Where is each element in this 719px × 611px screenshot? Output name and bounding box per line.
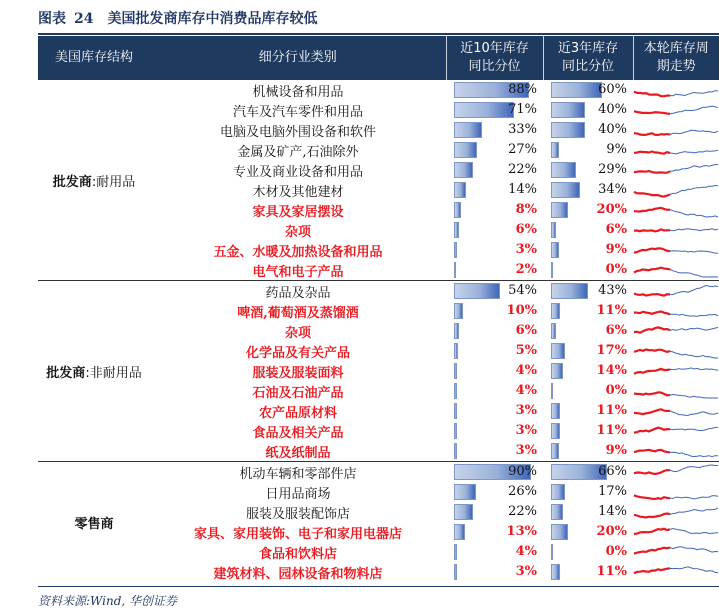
pct10-value: 3% <box>515 564 537 579</box>
pct10-cell <box>446 281 543 302</box>
pct3-cell <box>543 542 633 562</box>
structure-bold: 批发商 <box>46 365 86 381</box>
pct3-value: 6% <box>605 323 627 338</box>
trend-highlight <box>634 312 670 315</box>
trend-sparkline <box>633 562 719 582</box>
industry-name: 机械设备和用品 <box>252 84 344 100</box>
trend-highlight <box>634 409 670 414</box>
pct10-cell <box>446 522 543 542</box>
pct10-cell <box>446 361 543 381</box>
trend-sparkline <box>633 381 719 401</box>
pct10-bar <box>454 242 457 258</box>
pct3-value: 40% <box>598 102 627 117</box>
pct10-value: 90% <box>508 464 537 479</box>
pct3-value: 17% <box>596 343 627 358</box>
pct10-cell <box>446 260 543 281</box>
pct10-cell <box>446 80 543 100</box>
pct3-cell <box>543 301 633 321</box>
structure-rest: :耐用品 <box>91 174 136 190</box>
trend-highlight <box>634 495 670 499</box>
pct10-bar <box>454 524 465 540</box>
trend-highlight <box>634 568 670 573</box>
trend-highlight <box>634 327 670 332</box>
pct3-value: 11% <box>596 564 627 579</box>
pct10-value: 22% <box>508 504 537 519</box>
trend-sparkline <box>633 482 719 502</box>
industry-name: 食品及相关产品 <box>252 425 344 441</box>
pct3-bar <box>551 403 560 419</box>
pct3-cell <box>543 260 633 281</box>
industry-name: 食品和饮料店 <box>258 546 337 562</box>
trend-highlight <box>634 133 670 135</box>
pct3-bar <box>551 564 560 580</box>
pct3-cell <box>543 240 633 260</box>
pct10-bar <box>454 202 461 218</box>
pct10-cell <box>446 100 543 120</box>
pct10-value: 3% <box>515 242 537 257</box>
pct3-value: 17% <box>598 484 627 499</box>
trend-highlight <box>634 111 670 114</box>
trend-highlight <box>634 350 670 352</box>
pct10-value: 27% <box>508 142 537 157</box>
pct3-cell <box>543 80 633 100</box>
pct10-cell <box>446 240 543 260</box>
trend-sparkline <box>633 341 719 361</box>
trend-highlight <box>634 268 670 273</box>
pct3-bar <box>551 283 588 299</box>
trend-sparkline <box>633 120 719 140</box>
pct3-value: 14% <box>596 363 627 378</box>
pct10-value: 6% <box>515 222 537 237</box>
pct10-cell <box>446 482 543 502</box>
pct3-cell <box>543 200 633 220</box>
trend-highlight <box>634 428 670 433</box>
trend-sparkline <box>633 421 719 441</box>
pct10-cell <box>446 502 543 522</box>
pct3-cell <box>543 401 633 421</box>
trend-sparkline <box>633 321 719 341</box>
structure-cell <box>38 80 150 281</box>
header-pct3-line1: 近3年库存 <box>557 41 619 56</box>
pct10-cell <box>446 120 543 140</box>
pct3-value: 0% <box>605 262 627 277</box>
pct10-cell <box>446 321 543 341</box>
pct3-bar <box>551 544 553 560</box>
pct10-value: 5% <box>515 343 537 358</box>
pct10-value: 10% <box>506 303 537 318</box>
figure-title-text: 美国批发商库存中消费品库存较低 <box>107 11 318 27</box>
pct3-bar <box>551 484 565 500</box>
trend-sparkline <box>633 180 719 200</box>
pct3-cell <box>543 220 633 240</box>
industry-name: 日用品商场 <box>265 486 331 502</box>
pct10-value: 33% <box>508 122 537 137</box>
pct10-cell <box>446 160 543 180</box>
trend-sparkline <box>633 361 719 381</box>
pct3-value: 20% <box>596 524 627 539</box>
pct3-value: 43% <box>598 283 627 298</box>
trend-sparkline <box>633 160 719 180</box>
trend-sparkline <box>633 200 719 220</box>
trend-sparkline <box>633 462 719 483</box>
pct10-value: 2% <box>515 262 537 277</box>
pct3-cell <box>543 321 633 341</box>
pct3-value: 60% <box>598 82 627 97</box>
trend-sparkline <box>633 260 719 281</box>
industry-name: 石油及石油产品 <box>252 385 344 401</box>
pct3-bar <box>551 423 560 439</box>
industry-name: 木材及其他建材 <box>252 184 344 200</box>
pct3-cell <box>543 421 633 441</box>
pct3-bar <box>551 102 585 118</box>
pct10-value: 13% <box>506 524 537 539</box>
trend-highlight <box>634 192 670 197</box>
table-row <box>38 462 719 483</box>
pct10-cell <box>446 381 543 401</box>
pct10-bar <box>454 564 457 580</box>
trend-sparkline <box>633 220 719 240</box>
trend-highlight <box>634 529 670 534</box>
pct10-cell <box>446 341 543 361</box>
trend-sparkline <box>633 301 719 321</box>
pct10-value: 3% <box>515 443 537 458</box>
pct3-value: 66% <box>598 464 627 479</box>
title-rule <box>38 33 719 35</box>
structure-cell <box>38 281 150 462</box>
trend-line <box>634 508 718 518</box>
pct10-cell <box>446 462 543 483</box>
pct3-cell <box>543 361 633 381</box>
trend-highlight <box>634 293 670 295</box>
pct10-cell <box>446 441 543 462</box>
trend-highlight <box>634 369 670 374</box>
pct3-bar <box>551 262 553 278</box>
figure-number: 24 <box>74 11 94 27</box>
bottom-rule <box>38 586 719 587</box>
pct10-value: 14% <box>508 182 537 197</box>
trend-highlight <box>634 514 670 518</box>
pct3-value: 20% <box>596 202 627 217</box>
industry-name: 五金、水暖及加热设备和用品 <box>213 244 383 260</box>
header-pct3-line2: 同比分位 <box>561 59 614 74</box>
trend-highlight <box>634 392 670 395</box>
pct3-bar <box>551 383 553 399</box>
pct3-value: 9% <box>605 242 627 257</box>
pct10-value: 3% <box>515 423 537 438</box>
industry-name: 服装及服装配饰店 <box>245 506 350 522</box>
inventory-table <box>38 36 719 582</box>
pct3-bar <box>551 82 602 98</box>
pct3-cell <box>543 562 633 582</box>
pct10-value: 4% <box>515 383 537 398</box>
header-pct3 <box>543 36 633 80</box>
pct3-value: 0% <box>605 383 627 398</box>
table-body <box>38 80 719 582</box>
pct3-cell <box>543 140 633 160</box>
pct3-bar <box>551 303 560 319</box>
pct3-value: 9% <box>605 443 627 458</box>
pct3-cell <box>543 441 633 462</box>
pct3-value: 11% <box>596 303 627 318</box>
pct3-cell <box>543 120 633 140</box>
industry-name: 机动车辆和零部件店 <box>150 462 446 483</box>
industry-name: 专业及商业设备和用品 <box>232 164 363 180</box>
structure-bold: 批发商 <box>52 174 92 190</box>
pct3-bar <box>551 363 563 379</box>
pct10-bar <box>454 504 473 520</box>
pct3-bar <box>551 222 556 238</box>
trend-highlight <box>634 229 670 231</box>
pct10-cell <box>446 180 543 200</box>
pct10-cell <box>446 421 543 441</box>
trend-sparkline <box>633 140 719 160</box>
pct3-value: 11% <box>596 423 627 438</box>
trend-highlight <box>634 470 670 474</box>
pct10-cell <box>446 301 543 321</box>
industry-name: 家具、家用装饰、电子和家用电器店 <box>193 526 402 542</box>
pct10-bar <box>454 484 476 500</box>
pct10-value: 6% <box>515 323 537 338</box>
pct3-cell <box>543 482 633 502</box>
figure-title <box>38 7 317 31</box>
industry-name: 电脑及电脑外围设备和软件 <box>219 124 376 140</box>
pct10-value: 4% <box>515 363 537 378</box>
trend-highlight <box>634 548 670 554</box>
pct3-bar <box>551 122 585 138</box>
pct10-cell <box>446 401 543 421</box>
industry-name: 杂项 <box>284 224 311 240</box>
structure-cell <box>38 462 150 583</box>
header-pct10 <box>446 36 543 80</box>
pct3-cell <box>543 522 633 542</box>
trend-sparkline <box>633 502 719 522</box>
structure-bold: 零售商 <box>74 516 114 532</box>
trend-line <box>634 350 718 359</box>
pct10-bar <box>454 122 482 138</box>
pct10-bar <box>454 142 477 158</box>
header-pct10-line1: 近10年库存 <box>460 41 529 56</box>
pct10-cell <box>446 562 543 582</box>
header-industry: 细分行业类别 <box>150 36 446 80</box>
table-header-row <box>38 36 719 80</box>
industry-name: 汽车及汽车零件和用品 <box>232 104 363 120</box>
pct3-bar <box>551 242 559 258</box>
table-row <box>38 80 719 100</box>
pct10-bar <box>454 544 457 560</box>
pct3-bar <box>551 443 559 459</box>
pct10-cell <box>446 220 543 240</box>
pct10-bar <box>454 403 457 419</box>
pct10-value: 88% <box>508 82 537 97</box>
pct3-bar <box>551 202 568 218</box>
pct3-bar <box>551 162 576 178</box>
trend-sparkline <box>633 401 719 421</box>
pct3-value: 34% <box>598 182 627 197</box>
pct10-value: 54% <box>508 283 537 298</box>
industry-name: 金属及矿产,石油除外 <box>237 144 359 160</box>
industry-name: 化学品及有关产品 <box>245 345 350 361</box>
trend-sparkline <box>633 522 719 542</box>
trend-line <box>634 208 718 217</box>
pct10-bar <box>454 383 457 399</box>
trend-highlight <box>634 248 670 252</box>
pct3-value: 6% <box>605 222 627 237</box>
pct10-cell <box>446 140 543 160</box>
table-row <box>38 281 719 302</box>
pct10-value: 4% <box>515 544 537 559</box>
trend-highlight <box>634 92 670 97</box>
pct10-bar <box>454 262 456 278</box>
header-pct10-line2: 同比分位 <box>468 59 521 74</box>
header-trend <box>633 36 719 80</box>
pct10-value: 26% <box>508 484 537 499</box>
pct10-bar <box>454 343 458 359</box>
trend-sparkline <box>633 80 719 100</box>
pct3-value: 40% <box>598 122 627 137</box>
trend-highlight <box>634 208 670 212</box>
pct3-cell <box>543 381 633 401</box>
pct10-bar <box>454 443 457 459</box>
pct10-cell <box>446 200 543 220</box>
trend-highlight <box>634 450 670 453</box>
industry-name: 电气和电子产品 <box>252 264 344 280</box>
industry-name: 啤酒,葡萄酒及蒸馏酒 <box>237 305 359 321</box>
industry-name: 服装及服装面料 <box>252 365 344 381</box>
trend-highlight <box>634 171 670 173</box>
source-note: 资料来源:Wind, 华创证券 <box>38 594 178 608</box>
pct3-cell <box>543 281 633 302</box>
trend-sparkline <box>633 281 719 302</box>
pct10-bar <box>454 283 500 299</box>
pct10-bar <box>454 303 463 319</box>
pct10-value: 3% <box>515 403 537 418</box>
industry-name: 农产品原材料 <box>258 405 337 421</box>
pct3-value: 14% <box>598 504 627 519</box>
trend-sparkline <box>633 240 719 260</box>
pct10-cell <box>446 542 543 562</box>
pct3-cell <box>543 502 633 522</box>
pct3-value: 0% <box>605 544 627 559</box>
pct3-value: 29% <box>598 162 627 177</box>
industry-name: 药品及杂品 <box>150 281 446 302</box>
structure-rest: :非耐用品 <box>85 365 142 381</box>
pct3-cell <box>543 160 633 180</box>
industry-name: 纸及纸制品 <box>265 445 331 461</box>
pct3-bar <box>551 524 568 540</box>
pct3-cell <box>543 180 633 200</box>
pct3-value: 11% <box>596 403 627 418</box>
trend-line <box>634 285 718 295</box>
pct3-bar <box>551 323 556 339</box>
trend-highlight <box>634 152 670 154</box>
pct3-bar <box>551 504 563 520</box>
pct10-value: 22% <box>508 162 537 177</box>
header-trend-line2: 期走势 <box>656 59 696 74</box>
pct10-bar <box>454 182 466 198</box>
header-trend-line1: 本轮库存周 <box>643 41 709 56</box>
pct3-bar <box>551 182 580 198</box>
industry-name: 家具及家居摆设 <box>252 204 344 220</box>
pct10-bar <box>454 162 473 178</box>
trend-sparkline <box>633 441 719 462</box>
pct10-bar <box>454 323 459 339</box>
pct10-value: 71% <box>508 102 537 117</box>
pct10-bar <box>454 222 459 238</box>
pct10-value: 8% <box>515 202 537 217</box>
pct3-bar <box>551 343 565 359</box>
pct10-bar <box>454 363 457 379</box>
pct3-cell <box>543 462 633 483</box>
figure-label: 图表 <box>38 11 66 27</box>
pct10-bar <box>454 423 457 439</box>
industry-name: 杂项 <box>284 325 311 341</box>
pct3-value: 9% <box>606 142 627 157</box>
pct3-cell <box>543 100 633 120</box>
pct10-bar <box>454 102 514 118</box>
trend-sparkline <box>633 100 719 120</box>
pct3-cell <box>543 341 633 361</box>
header-structure: 美国库存结构 <box>38 36 150 80</box>
pct3-bar <box>551 142 559 158</box>
trend-sparkline <box>633 542 719 562</box>
industry-name: 建筑材料、园林设备和物料店 <box>213 566 383 582</box>
